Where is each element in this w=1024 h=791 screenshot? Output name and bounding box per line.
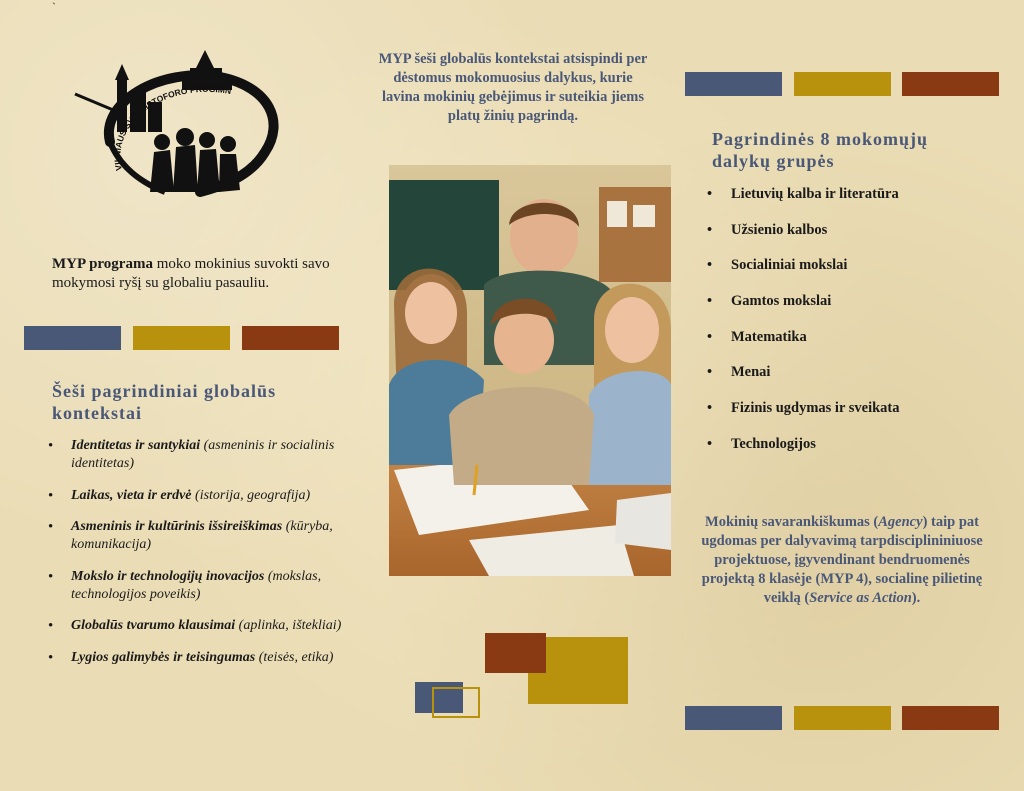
list-item: • Technologijos xyxy=(707,434,997,454)
stray-mark: ` xyxy=(52,0,56,14)
intro-rest: moko mokinius suvokti savo mokymosi ryšį su globaliu pasauliu. xyxy=(52,256,330,291)
list-item: • Socialiniai mokslai xyxy=(707,255,997,275)
list-item: • Užsienio kalbos xyxy=(707,220,997,240)
color-bar-rust xyxy=(242,326,339,350)
intro-paragraph xyxy=(52,255,342,293)
list-item: • Asmeninis ir kultūrinis išsireiškimas (kūryba, komunikacija) xyxy=(48,518,348,554)
deco-square-outline xyxy=(432,687,480,718)
subjects-list xyxy=(707,184,997,470)
color-bar-navy xyxy=(24,326,121,350)
contexts-heading: Šeši pagrindiniai globalūs kontekstai xyxy=(52,381,277,423)
color-bar-gold xyxy=(794,72,891,96)
color-bar-navy xyxy=(685,72,782,96)
color-bar-navy xyxy=(685,706,782,730)
school-logo xyxy=(70,42,285,204)
list-item: • Lietuvių kalba ir literatūra xyxy=(707,184,997,204)
list-item: • Globalūs tvarumo klausimai (aplinka, ištekliai) xyxy=(48,617,348,635)
list-item: • Lygios galimybės ir teisingumas (teisės, etika) xyxy=(48,649,348,667)
list-item: • Identitetas ir santykiai (asmeninis ir socialinis identitetas) xyxy=(48,437,348,473)
color-bar-gold xyxy=(133,326,230,350)
deco-square-rust xyxy=(485,633,546,673)
subjects-heading: Pagrindinės 8 mokomųjų dalykų grupės xyxy=(712,129,929,171)
logo-arc-text: VILNIAUS ŠV. KRISTOFORO PROGIMN xyxy=(112,83,233,172)
list-item: • Laikas, vieta ir erdvė (istorija, geografija) xyxy=(48,487,348,505)
color-bar-gold xyxy=(794,706,891,730)
list-item: • Menai xyxy=(707,362,997,382)
color-bar-rust xyxy=(902,72,999,96)
list-item: • Mokslo ir technologijų inovacijos (mokslas, technologijos poveikis) xyxy=(48,568,348,604)
agency-paragraph: Mokinių savarankiškumas (Agency) taip pat ugdomas per dalyvavimą tarpdisciplininiuose projektuose, įgyvendinant bendruomenės projektą 8 klasėje (MYP 4), socialinę pilietinę veiklą (Service as Action). xyxy=(701,514,983,606)
list-item: • Matematika xyxy=(707,327,997,347)
contexts-list xyxy=(48,437,348,680)
list-item: • Gamtos mokslai xyxy=(707,291,997,311)
middle-paragraph: MYP šeši globalūs kontekstai atsispindi per dėstomus mokomuosius dalykus, kurie lavina mokinių gebėjimus ir suteikia jiems platų žinių pagrindą. xyxy=(378,51,648,124)
intro-bold: MYP programa xyxy=(52,256,153,272)
list-item: • Fizinis ugdymas ir sveikata xyxy=(707,398,997,418)
students-photo xyxy=(389,165,671,576)
color-bar-rust xyxy=(902,706,999,730)
